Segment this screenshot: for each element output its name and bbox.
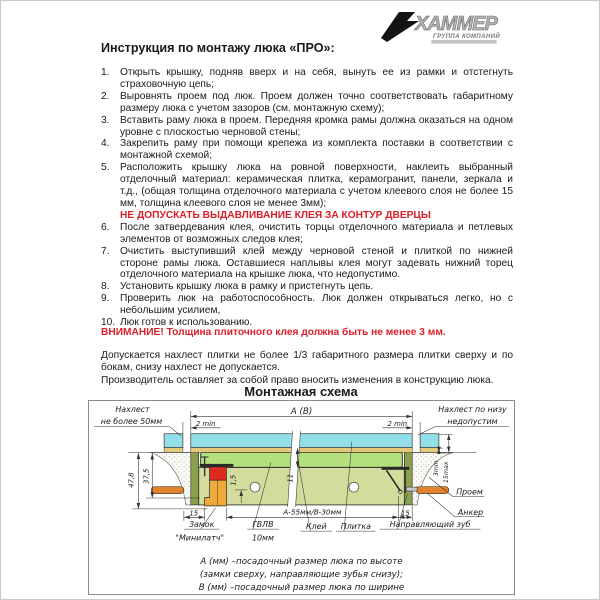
- glue-label: Клей: [306, 522, 327, 532]
- glue-layer: [191, 448, 412, 453]
- diagram-note: В (мм) –посадочный размер люка по ширине: [198, 582, 405, 593]
- instruction-item: [101, 138, 513, 162]
- tile-layer: [191, 434, 412, 448]
- item-number: 6.: [101, 221, 110, 233]
- dim-1-5-label: 1,5: [229, 474, 238, 486]
- item-text: Проверить люк на работоспособность. Люк должен открываться легко, но с небольшим усилием,: [120, 293, 513, 317]
- lock-label: Замок: [188, 520, 215, 530]
- gvl-label: ГВЛВ: [252, 520, 274, 530]
- anchor-right: [416, 487, 449, 494]
- overlap-right-label: Нахлест по низу: [438, 405, 507, 415]
- dim-11-label: 11: [286, 473, 295, 483]
- inline-warning: НЕ ДОПУСКАТЬ ВЫДАВЛИВАНИЕ КЛЕЯ ЗА КОНТУР ДВЕРЦЫ: [120, 209, 431, 221]
- diagram-svg: [89, 401, 514, 594]
- dim-15max-label: 15max: [442, 461, 450, 484]
- montage-diagram: [88, 400, 515, 595]
- item-number: 1.: [101, 67, 110, 78]
- diagram-note: (замки сверху, направляющие зубья снизу);: [199, 570, 404, 581]
- gvl-label: 10мм: [251, 533, 274, 543]
- item-text: Расположить крышку люка на ровной поверхности, наклеить выбранный отделочный материал: керамическая плитка, керамогранит, панели, зеркала и т.д., (общая толщина отделочного материала с учетом клеевого слоя не более 15 мм, толщина клеевого слоя не менее 3мм);: [120, 162, 513, 209]
- tile-overhang-right: [420, 434, 439, 448]
- glue-layer-left: [164, 448, 183, 453]
- instruction-item: [101, 222, 513, 246]
- tile-label: Плитка: [340, 522, 372, 532]
- instruction-list: [101, 67, 513, 329]
- scheme-title: Монтажная схема: [244, 384, 358, 399]
- item-text: После затвердевания клея, очистить торцы отделочного материала и петлевых элементов от возможных следов клея;: [120, 221, 513, 245]
- overlap-left-label: не более 50мм: [100, 416, 163, 426]
- dim-2min-label: 2 min: [195, 419, 216, 428]
- dim-ab-label: А (В): [290, 406, 313, 417]
- frame-profile-left: [191, 448, 199, 505]
- instruction-item: [101, 67, 513, 91]
- logo-tagline: ГРУППА КОМПАНИЙ: [433, 34, 501, 40]
- item-number: 9.: [101, 293, 110, 305]
- item-text: Установить крышку люка в рамку и пристегнуть цепь.: [120, 281, 374, 293]
- instruction-item: [101, 293, 513, 317]
- opening-label: Проем: [456, 487, 483, 497]
- tooth-label: Направляющий зуб: [389, 520, 471, 530]
- dim-3min-label: 3min: [432, 460, 440, 477]
- attention-note: ВНИМАНИЕ! Толщина плиточного клея должна быть не менее 3 мм.: [101, 327, 446, 338]
- item-text: Вставить раму люка в проем. Передняя кромка рамы должна оказаться на одном уровне с плоскостью черновой стены;: [120, 114, 513, 138]
- overlap-right-label: недопустим: [447, 416, 498, 426]
- instruction-item: [101, 115, 513, 139]
- inline-warning-row: [101, 210, 513, 222]
- note-overlap: Допускается нахлест плитки не более 1/3 габаритного размера плитки сверху и по бокам, снизу нахлест не допускается.: [101, 350, 513, 374]
- instruction-item: [101, 162, 513, 210]
- logo-brand: ХАММЕР: [415, 13, 497, 35]
- dim-2min-label: 2 min: [387, 419, 408, 428]
- lock-latch: [210, 467, 227, 480]
- item-text: Закрепить раму при помощи крепежа из комплекта поставки в соответствии с монтажной схемой;: [120, 138, 513, 162]
- instruction-item: [101, 281, 513, 293]
- item-text: Выровнять проем под люк. Проем должен точно соответствовать габаритному размеру люка с учетом зазоров (см. монтажную схему);: [120, 90, 513, 114]
- lock-label: "Минилатч": [175, 533, 225, 543]
- page-title: Инструкция по монтажу люка «ПРО»:: [101, 41, 335, 55]
- item-number: 8.: [101, 281, 110, 293]
- item-number: 3.: [101, 114, 110, 126]
- item-text: Люк готов к использованию.: [120, 317, 253, 329]
- dim-a55-label: А-55мм/В-30мм: [283, 507, 342, 517]
- item-number: 10.: [101, 317, 116, 329]
- glue-layer-right: [420, 448, 439, 453]
- item-number: 4.: [101, 138, 110, 150]
- dim-37-5-label: 37,5: [142, 468, 151, 484]
- anchor-label: Анкер: [457, 507, 484, 517]
- frame-hole: [349, 482, 359, 492]
- frame-hole: [250, 482, 260, 492]
- item-number: 7.: [101, 245, 110, 257]
- instruction-item: [101, 246, 513, 282]
- diagram-note: А (мм) –посадочный размер люка по высоте: [200, 557, 403, 568]
- note-manufacturer: Производитель оставляет за собой право вносить изменения в конструкцию люка.: [101, 375, 494, 386]
- anchor-left: [151, 487, 184, 494]
- dim-15-left-label: 15: [189, 509, 199, 518]
- logo-arrow-icon: [381, 12, 419, 42]
- instruction-item: [101, 91, 513, 115]
- item-number: 5.: [101, 162, 110, 174]
- tile-overhang-left: [164, 434, 183, 448]
- item-text: Открыть крышку, подняв вверх и на себя, вынуть ее из рамки и отстегнуть страховочную цепь;: [120, 67, 513, 90]
- item-text: Очистить выступивший клей между черновой стеной и плиткой по нижней стороне рамы люка. Оставшиеся наплывы клея могут задевать нижний торец отделочного материала на крышке люка, что недопустимо.: [120, 245, 513, 281]
- dim-15-right-label: 15: [400, 509, 410, 518]
- overlap-left-label: Нахлест: [115, 405, 150, 415]
- item-number: 2.: [101, 90, 110, 102]
- dim-47-8-label: 47,8: [127, 472, 136, 488]
